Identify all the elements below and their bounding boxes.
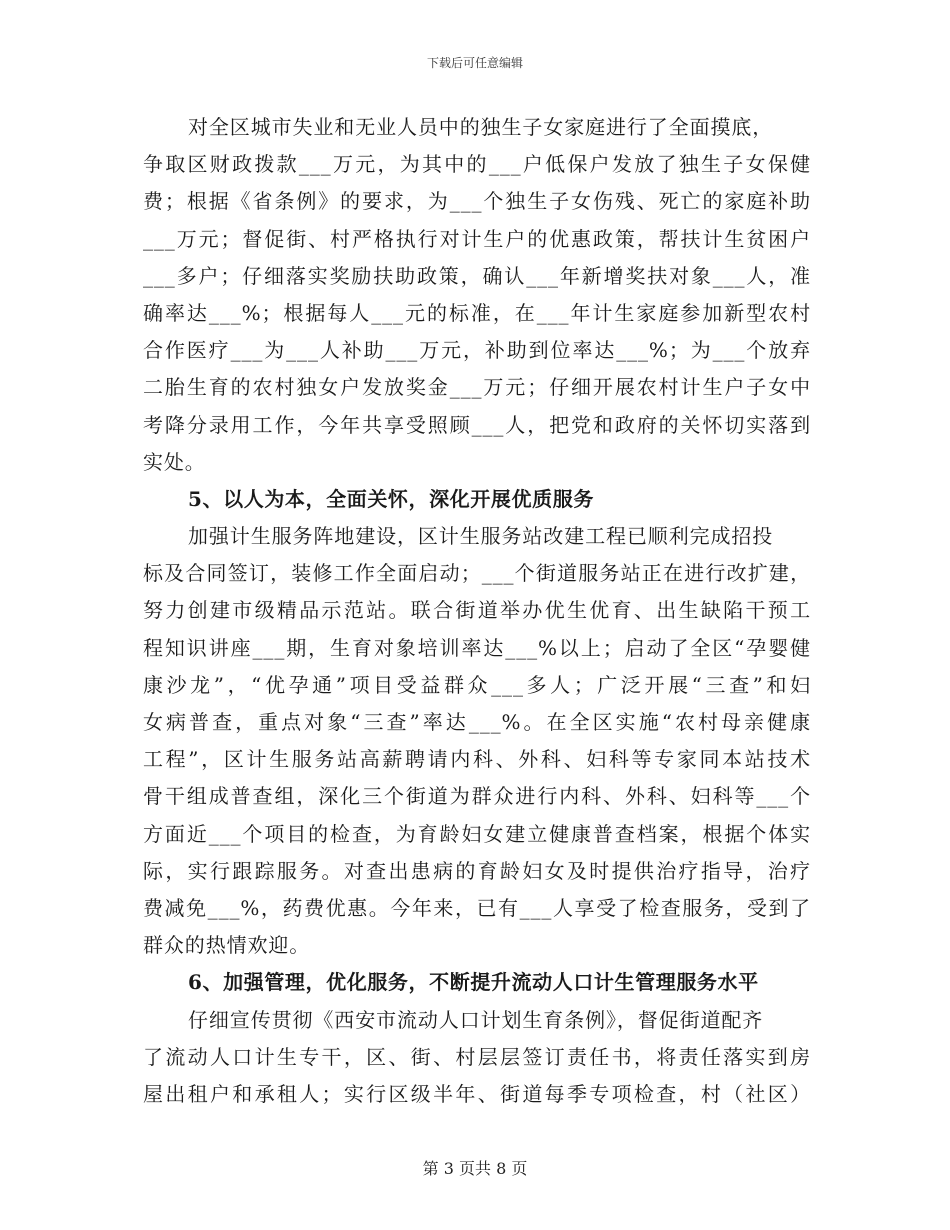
paragraph-line: 争取区财政拨款___万元，为其中的___户低保户发放了独生子女保健: [143, 152, 811, 177]
paragraph-line: 工程”，区计生服务站高薪聘请内科、外科、妇科等专家同本站技术: [143, 747, 811, 772]
paragraph-line: 程知识讲座___期，生育对象培训率达___%以上；启动了全区“孕婴健: [143, 635, 811, 660]
page-footer: 第 3 页共 8 页: [422, 1159, 528, 1178]
paragraph-line: 骨干组成普查组，深化三个街道为群众进行内科、外科、妇科等___个: [143, 784, 811, 809]
paragraph-line: 群众的热情欢迎。: [143, 933, 311, 958]
paragraph-line: 确率达___%；根据每人___元的标准，在___年计生家庭参加新型农村: [143, 300, 811, 325]
paragraph-line: 加强计生服务阵地建设，区计生服务站改建工程已顺利完成招投: [188, 524, 774, 549]
paragraph-line: 对全区城市失业和无业人员中的独生子女家庭进行了全面摸底，: [188, 115, 774, 139]
paragraph-line: 考降分录用工作，今年共享受照顾___人，把党和政府的关怀切实落到: [143, 412, 811, 437]
paragraph-line: 女病普查，重点对象“三查”率达___%。在全区实施“农村母亲健康: [143, 710, 811, 734]
paragraph-line: 方面近___个项目的检查，为育龄妇女建立健康普查档案，根据个体实: [143, 821, 811, 846]
page-header: 下载后可任意编辑: [426, 56, 523, 70]
paragraph-line: 费减免___%，药费优惠。今年来，已有___人享受了检查服务，受到了: [143, 895, 811, 920]
paragraph-line: 标及合同签订，装修工作全面启动；___个街道服务站正在进行改扩建，: [143, 561, 811, 586]
section-heading-6: 6、加强管理，优化服务，不断提升流动人口计生管理服务水平: [188, 970, 759, 995]
paragraph-line: 努力创建市级精品示范站。联合街道举办优生优育、出生缺陷干预工: [143, 598, 811, 623]
paragraph-line: 合作医疗___为___人补助___万元，补助到位率达___%；为___个放弃: [143, 338, 811, 363]
paragraph-line: 屋出租户和承租人；实行区级半年、街道每季专项检查，村（社区）: [143, 1081, 811, 1106]
paragraph-line: 了流动人口计生专干，区、街、村层层签订责任书，将责任落实到房: [143, 1044, 811, 1069]
paragraph-line: 际，实行跟踪服务。对查出患病的育龄妇女及时提供治疗指导，治疗: [143, 858, 811, 883]
document-body: [143, 109, 811, 1113]
paragraph-line: ___万元；督促街、村严格执行对计生户的优惠政策，帮扶计生贫困户: [143, 226, 811, 251]
paragraph-line: ___多户；仔细落实奖励扶助政策，确认___年新增奖扶对象___人，准: [143, 263, 811, 288]
paragraph-line: 费；根据《省条例》的要求，为___个独生子女伤残、死亡的家庭补助: [143, 189, 811, 214]
paragraph-line: 实处。: [143, 449, 206, 474]
paragraph-line: 二胎生育的农村独女户发放奖金___万元；仔细开展农村计生户子女中: [143, 375, 811, 400]
paragraph-line: 仔细宣传贯彻《西安市流动人口计划生育条例》，督促街道配齐: [188, 1007, 764, 1032]
section-heading-5: 5、以人为本，全面关怀，深化开展优质服务: [188, 486, 594, 511]
paragraph-line: 康沙龙”，“优孕通”项目受益群众___多人；广泛开展“三查”和妇: [143, 672, 811, 697]
